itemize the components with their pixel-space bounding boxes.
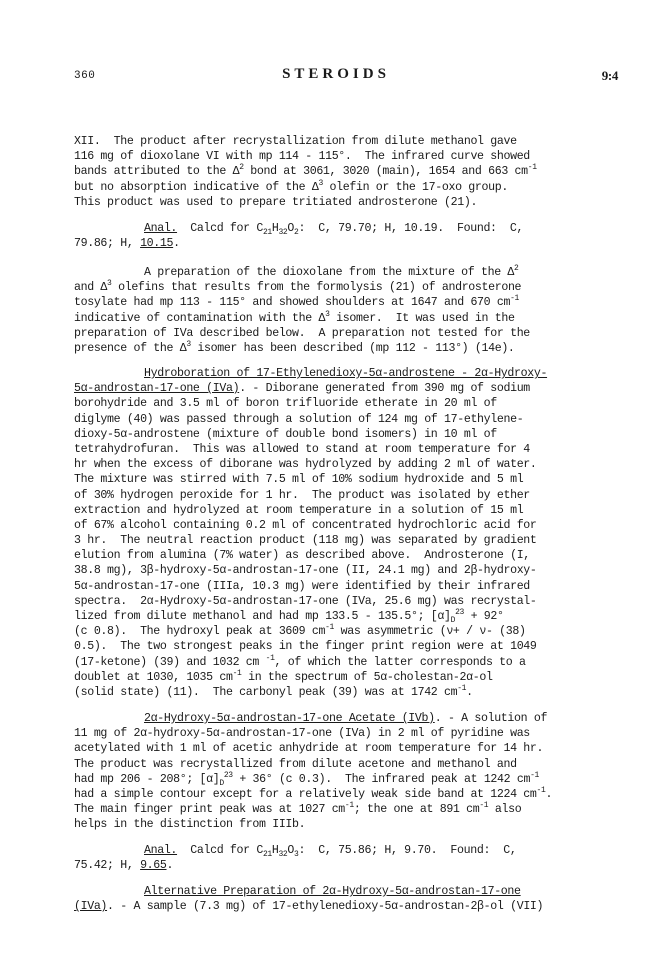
text-line: XII. The product after recrystallization from dilute methanol gave [74,135,517,148]
journal-title: STEROIDS [282,66,390,82]
text-line: tetrahydrofuran. This was allowed to stand at room temperature for 4 [74,442,530,456]
text-line: acetylated with 1 ml of acetic anhydride at room temperature for 14 hr. [74,742,544,756]
text-line: indicative of contamination with the $\Delta^3$ isomer. It was used in the [74,309,515,325]
text-line: This product was used to prepare tritiated androsterone (21). [74,195,478,209]
text-line: lized from dilute methanol and had mp 133.5 - 135.5°; $[\alpha]_D^{23} + 92^\circ$ [74,608,504,625]
text-line: had mp 206 - 208°; $[\alpha]_D^{23} + 36^\circ$ (c 0.3). The infrared peak at 1242 $cm^{-1}$ [74,770,539,788]
text-line: (solid state) (11). The carbonyl peak (39) was at 1742 $cm^{-1}$. [74,683,473,699]
text-line: 5α-androstan-17-one (IVa). - Diborane generated from 390 mg of sodium [74,382,530,396]
section-heading: Hydroboration of 17-Ethylenedioxy-5α-androstene - 2α-Hydroxy- [144,367,548,380]
anal-label: Anal. [144,844,178,857]
text-line: presence of the $\Delta^3$ isomer has been described (mp 112 - 113°) (14e). [74,339,515,355]
text-line: dioxy-5α-androstene (mixture of double bond isomers) in 10 ml of [74,427,497,441]
text-line: (IVa). - A sample (7.3 mg) of 17-ethylenedioxy-5α-androstan-2β-ol (VII) [74,900,544,914]
page-number: 360 [74,70,96,82]
text-line: A preparation of the dioxolane from the mixture of the $\Delta^2$ [144,264,519,279]
text-line: The mixture was stirred with 7.5 ml of 10% sodium hydroxide and 5 ml [74,473,524,487]
text-line: extraction and hydrolyzed at room temperature in a solution of 15 ml [74,503,524,517]
paragraph-dioxolane-product [74,134,594,210]
text-line: 5α-androstan-17-one (IIIa, 10.3 mg) were identified by their infrared [74,579,530,593]
text-line: (17-ketone) (39) and 1032 cm $^{-1}$, of which the latter corresponds to a [74,653,526,669]
text-line: diglyme (40) was passed through a solution of 124 mg of 17-ethylene- [74,412,524,426]
text-line: Anal. Calcd for $C_{21}H_{32}O_2$: C, 79.70; H, 10.19. Found: C, [144,222,524,237]
text-line: 75.42; H, 9.65. [74,859,174,873]
text-line: had a simple contour except for a relatively weak side band at 1224 $cm^{-1}$. [74,785,553,801]
text-line [74,884,594,899]
text-line: 38.8 mg), 3β-hydroxy-5α-androstan-17-one (II, 24.1 mg) and 2β-hydroxy- [74,564,537,578]
text-line: of 67% alcohol containing 0.2 ml of concentrated hydrochloric acid for [74,518,537,532]
text-line: The main finger print peak was at 1027 $cm^{-1}$; the one at 891 $cm^{-1}$ also [74,801,522,817]
paragraph-dioxolane-preparation [74,265,594,356]
paragraph-alternative-preparation [74,884,594,914]
text-line: 116 mg of dioxolane VI with mp 114 - 115°. The infrared curve showed [74,150,530,164]
text-line: helps in the distinction from IIIb. [74,818,306,832]
section-heading: 2α-Hydroxy-5α-androstan-17-one Acetate (IVb) [144,712,435,725]
elemental-analysis-1 [74,221,594,251]
text-line: 3 hr. The neutral reaction product (118 mg) was separated by gradient [74,534,537,548]
text-line: bands attributed to the $\Delta^2$ bond at 3061, 3020 (main), 1654 and 663 $cm^{-1}$ [74,163,537,179]
text-line: preparation of IVa described below. A preparation not tested for the [74,326,530,340]
text-line [74,366,594,381]
text-line: 11 mg of 2α-hydroxy-5α-androstan-17-one (IVa) in 2 ml of pyridine was [74,727,530,741]
text-line: but no absorption indicative of the $\Delta^3$ olefin or the 17-oxo group. [74,178,508,194]
running-header [0,66,672,86]
text-line: and $\Delta^3$ olefins that results from the formolysis (21) of androsterone [74,279,522,295]
text-line: 79.86; H, 10.15. [74,237,180,251]
volume-issue: 9:4 [601,68,618,83]
text-line: The product was recrystallized from dilute acetone and methanol and [74,757,517,771]
section-heading: Alternative Preparation of 2α-Hydroxy-5α-androstan-17-one [144,885,521,898]
text-line: of 30% hydrogen peroxide for 1 hr. The product was isolated by ether [74,488,530,502]
text-line: Anal. Calcd for $C_{21}H_{32}O_3$: C, 75.86; H, 9.70. Found: C, [144,844,517,859]
text-line: hr when the excess of diborane was hydrolyzed by adding 2 ml of water. [74,458,537,472]
elemental-analysis-2 [74,843,594,873]
text-line: spectra. 2α-Hydroxy-5α-androstan-17-one (IVa, 25.6 mg) was recrystal- [74,594,537,608]
paragraph-hydroboration [74,366,594,700]
paragraph-acetate [74,711,594,833]
text-line: doublet at 1030, 1035 $cm^{-1}$ in the spectrum of 5α-cholestan-2α-ol [74,668,493,684]
text-line: 0.5). The two strongest peaks in the finger print region were at 1049 [74,640,537,654]
text-line: tosylate had mp 113 - 115° and showed shoulders at 1647 and 670 $cm^{-1}$ [74,294,519,310]
text-line: (c 0.8). The hydroxyl peak at 3609 $cm^{-1}$ was asymmetric (ν+ / ν- (38) [74,623,526,639]
text-line: 2α-Hydroxy-5α-androstan-17-one Acetate (IVb). - A solution of [144,712,548,725]
anal-label: Anal. [144,222,178,235]
text-line: elution from alumina (7% water) as described above. Androsterone (I, [74,549,530,563]
text-line: borohydride and 3.5 ml of boron trifluoride etherate in 20 ml of [74,397,497,411]
